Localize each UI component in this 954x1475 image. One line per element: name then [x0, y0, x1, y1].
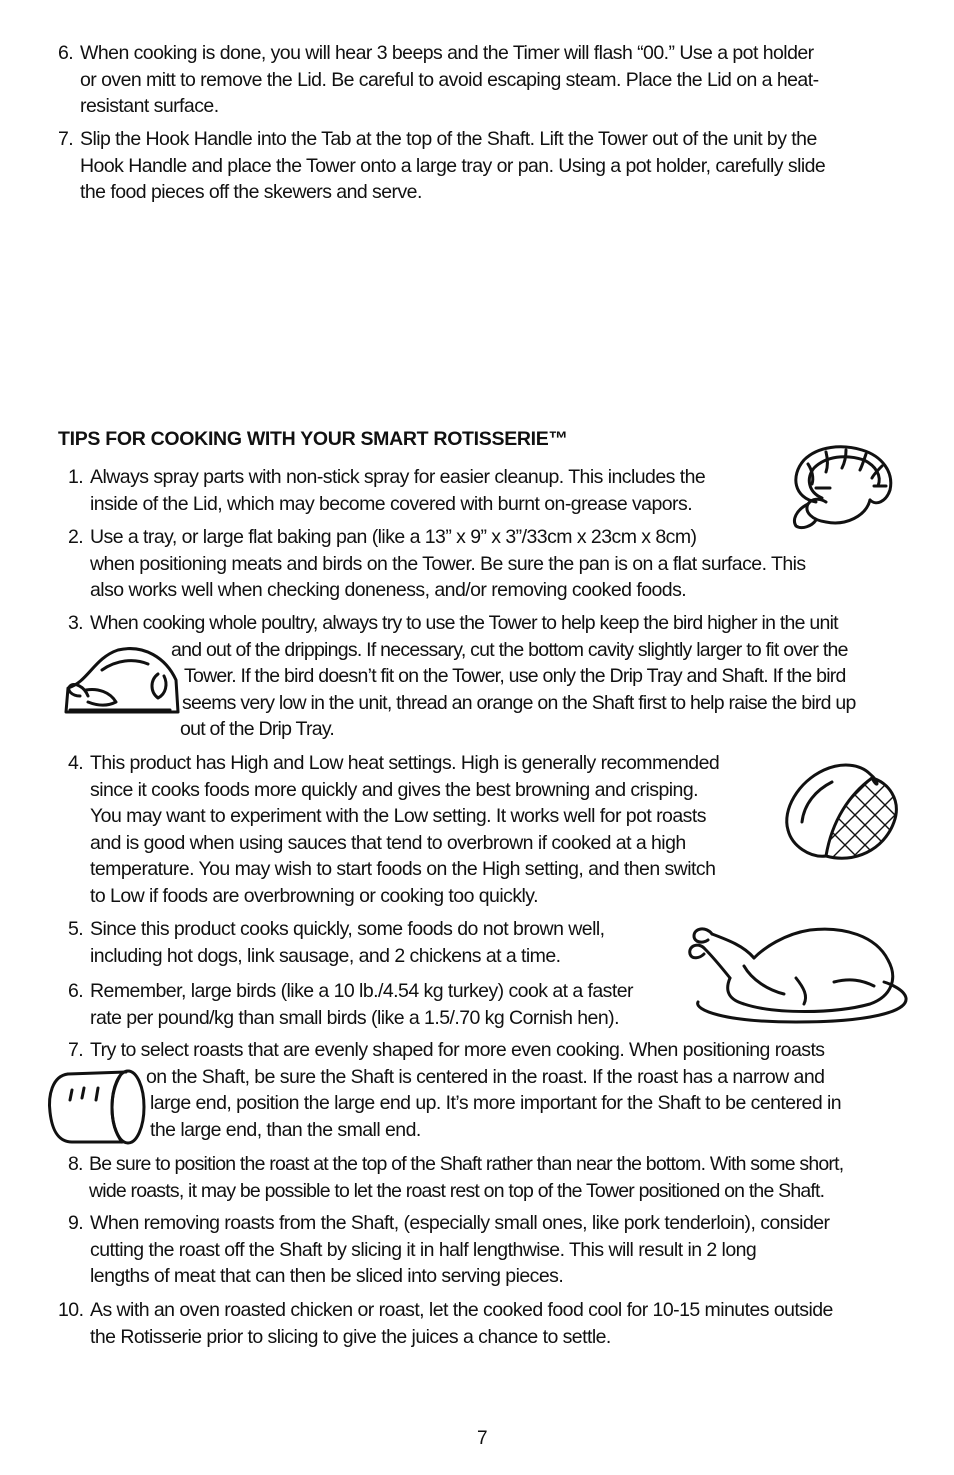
- tip-number: 7.: [68, 1039, 84, 1061]
- tip-number: 5.: [68, 918, 84, 940]
- tip-text: out of the Drip Tray.: [180, 718, 335, 740]
- tip-text: also works well when checking doneness, and/or removing cooked foods.: [90, 579, 687, 601]
- poultry-on-tray-icon: [58, 640, 182, 722]
- tip-text: Be sure to position the roast at the top of the Shaft rather than near the bottom. With some short,: [89, 1153, 844, 1175]
- tip-text: As with an oven roasted chicken or roast, let the cooked food cool for 10-15 minutes outside: [90, 1299, 833, 1321]
- tip-text: when positioning meats and birds on the Tower. Be sure the pan is on a flat surface. This: [90, 552, 806, 575]
- roast-turkey-icon: [684, 918, 912, 1028]
- tip-text: When cooking whole poultry, always try to use the Tower to help keep the bird higher in the unit: [90, 612, 838, 634]
- tip-text: rate per pound/kg than small birds (like a 1.5/.70 kg Cornish hen).: [90, 1006, 619, 1029]
- tip-text: large end, position the large end up. It’s more important for the Shaft to be centered in: [150, 1092, 842, 1114]
- tip-text: Since this product cooks quickly, some foods do not brown well,: [90, 918, 605, 940]
- tip-text: This product has High and Low heat settings. High is generally recommended: [90, 752, 720, 774]
- tip-number: 9.: [68, 1212, 84, 1234]
- tip-text: wide roasts, it may be possible to let the roast rest on top of the Tower positioned on the Shaft.: [89, 1179, 825, 1202]
- tip-number: 4.: [68, 752, 84, 774]
- tip-text: inside of the Lid, which may become covered with burnt on-grease vapors.: [90, 492, 693, 515]
- tip-text: Use a tray, or large flat baking pan (like a 13” x 9” x 3”/33cm x 23cm x 8cm): [90, 526, 697, 548]
- tip-text: Try to select roasts that are evenly shaped for more even cooking. When positioning roasts: [90, 1039, 825, 1061]
- tip-text: since it cooks foods more quickly and gives the best browning and crisping.: [90, 778, 699, 801]
- tip-text: Tower. If the bird doesn’t fit on the Tower, use only the Drip Tray and Shaft. If the bird: [184, 665, 846, 687]
- tip-number: 8.: [68, 1153, 83, 1175]
- tip-number: 10.: [58, 1299, 84, 1321]
- step-text: the food pieces off the skewers and serve.: [80, 181, 422, 203]
- tip-text: and out of the drippings. If necessary, cut the bottom cavity slightly larger to fit over the: [171, 638, 848, 661]
- tip-text: seems very low in the unit, thread an orange on the Shaft first to help raise the bird up: [182, 691, 856, 714]
- step-text: Hook Handle and place the Tower onto a large tray or pan. Using a pot holder, carefully slide: [80, 154, 826, 177]
- tip-text: Remember, large birds (like a 10 lb./4.54 kg turkey) cook at a faster: [90, 980, 633, 1002]
- step-text: or oven mitt to remove the Lid. Be careful to avoid escaping steam. Place the Lid on a heat-: [80, 68, 819, 91]
- step-text: resistant surface.: [80, 95, 219, 117]
- tip-text: to Low if foods are overbrowning or cooking too quickly.: [90, 884, 538, 907]
- tip-number: 2.: [68, 526, 84, 548]
- tip-text: You may want to experiment with the Low setting. It works well for pot roasts: [90, 805, 706, 827]
- tips-heading: TIPS FOR COOKING WITH YOUR SMART ROTISSERIE™: [58, 428, 568, 450]
- tip-text: including hot dogs, link sausage, and 2 chickens at a time.: [90, 944, 561, 967]
- step-text: Slip the Hook Handle into the Tab at the top of the Shaft. Lift the Tower out of the unit by the: [80, 128, 817, 150]
- tip-text: on the Shaft, be sure the Shaft is centered in the roast. If the roast has a narrow and: [146, 1065, 825, 1088]
- tip-text: lengths of meat that can then be sliced into serving pieces.: [90, 1265, 564, 1287]
- tip-text: the Rotisserie prior to slicing to give the juices a chance to settle.: [90, 1325, 611, 1348]
- tip-number: 1.: [68, 466, 84, 488]
- step-number: 7.: [58, 128, 74, 150]
- ham-icon: [780, 760, 902, 866]
- shrimp-icon: [786, 440, 898, 530]
- tip-text: the large end, than the small end.: [150, 1118, 421, 1141]
- tip-text: When removing roasts from the Shaft, (especially small ones, like pork tenderloin), consider: [90, 1212, 830, 1234]
- roast-icon: [46, 1066, 150, 1148]
- tip-text: Always spray parts with non-stick spray for easier cleanup. This includes the: [90, 466, 706, 488]
- page-number: 7: [477, 1428, 488, 1449]
- tip-number: 3.: [68, 612, 83, 634]
- tip-text: temperature. You may wish to start foods on the High setting, and then switch: [90, 858, 716, 880]
- step-number: 6.: [58, 42, 74, 64]
- tip-text: and is good when using sauces that tend to overbrown if cooked at a high: [90, 831, 686, 854]
- tip-text: cutting the roast off the Shaft by slicing it in half lengthwise. This will result in 2 long: [90, 1238, 757, 1261]
- step-text: When cooking is done, you will hear 3 beeps and the Timer will flash “00.” Use a pot holder: [80, 42, 814, 64]
- tip-number: 6.: [68, 980, 84, 1002]
